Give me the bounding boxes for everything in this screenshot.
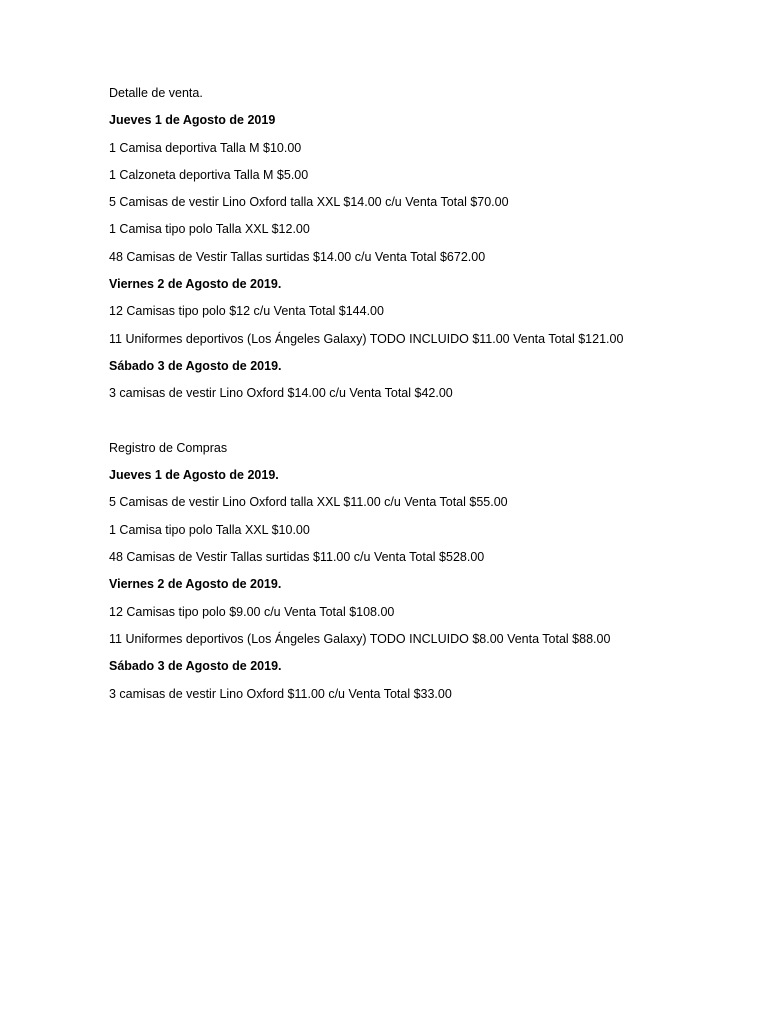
purchases-item: 12 Camisas tipo polo $9.00 c/u Venta Total $108.00 xyxy=(109,604,395,619)
sales-item: 1 Camisa tipo polo Talla XXL $12.00 xyxy=(109,222,310,237)
sales-section-title: Detalle de venta. xyxy=(109,86,203,100)
purchases-day-heading: Viernes 2 de Agosto de 2019. xyxy=(109,577,282,592)
sales-item: 1 Calzoneta deportiva Talla M $5.00 xyxy=(109,167,309,182)
purchases-day-heading: Sábado 3 de Agosto de 2019. xyxy=(109,659,282,674)
section-spacer xyxy=(109,412,749,439)
purchases-item: 5 Camisas de vestir Lino Oxford talla XXL $11.00 c/u Venta Total $55.00 xyxy=(109,495,508,510)
purchases-section-title: Registro de Compras xyxy=(109,440,228,455)
document-page xyxy=(109,84,749,712)
sales-day-heading: Viernes 2 de Agosto de 2019. xyxy=(109,277,282,292)
purchases-item: 48 Camisas de Vestir Tallas surtidas $11.00 c/u Venta Total $528.00 xyxy=(109,550,485,565)
sales-item: 12 Camisas tipo polo $12 c/u Venta Total $144.00 xyxy=(109,304,384,319)
purchases-item: 11 Uniformes deportivos (Los Ángeles Galaxy) TODO INCLUIDO $8.00 Venta Total $88.00 xyxy=(109,631,611,646)
sales-item: 3 camisas de vestir Lino Oxford $14.00 c/u Venta Total $42.00 xyxy=(109,386,453,401)
purchases-item: 1 Camisa tipo polo Talla XXL $10.00 xyxy=(109,522,310,537)
purchases-item: 3 camisas de vestir Lino Oxford $11.00 c/u Venta Total $33.00 xyxy=(109,686,452,701)
sales-item: 1 Camisa deportiva Talla M $10.00 xyxy=(109,140,302,155)
sales-item: 48 Camisas de Vestir Tallas surtidas $14.00 c/u Venta Total $672.00 xyxy=(109,249,486,264)
sales-item: 11 Uniformes deportivos (Los Ángeles Galaxy) TODO INCLUIDO $11.00 Venta Total $121.00 xyxy=(109,331,624,346)
purchases-day-heading: Jueves 1 de Agosto de 2019. xyxy=(109,468,279,483)
sales-day-heading: Sábado 3 de Agosto de 2019. xyxy=(109,358,282,373)
sales-day-heading: Jueves 1 de Agosto de 2019 xyxy=(109,113,276,128)
sales-item: 5 Camisas de vestir Lino Oxford talla XXL $14.00 c/u Venta Total $70.00 xyxy=(109,195,509,210)
